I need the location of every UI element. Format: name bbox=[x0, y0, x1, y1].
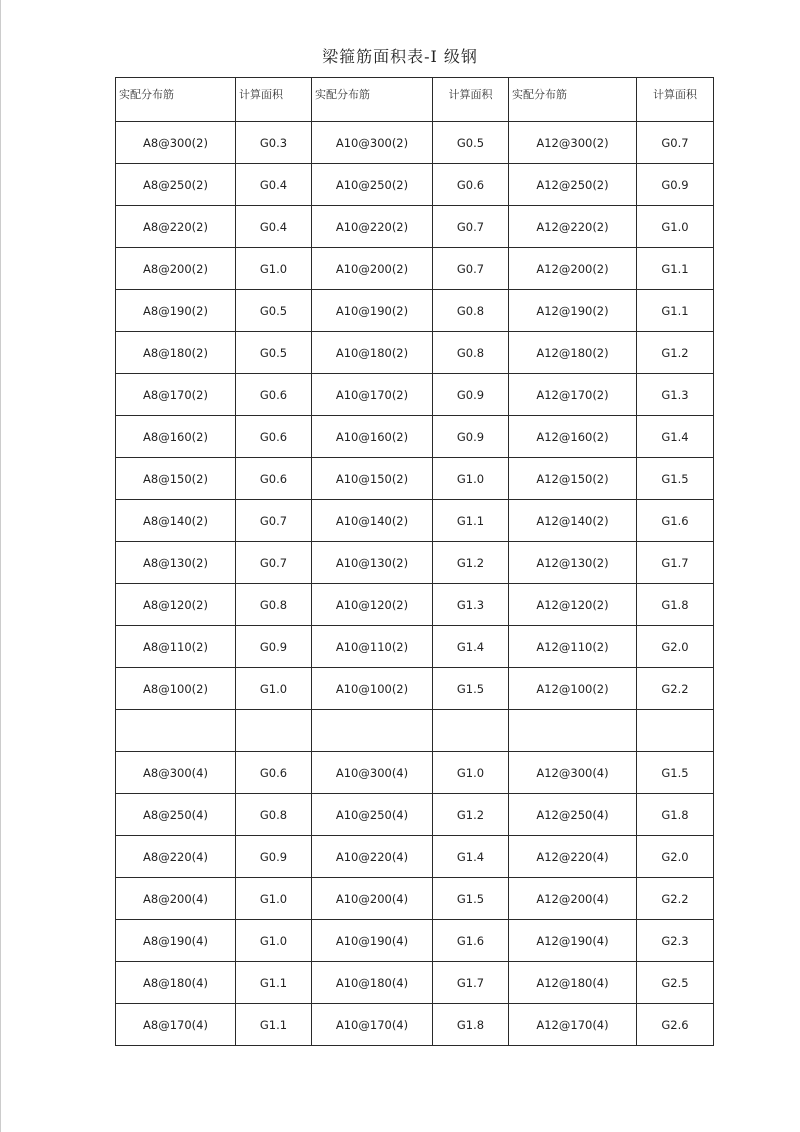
rebar-spec-cell: A10@190(2) bbox=[312, 290, 433, 332]
area-cell: G1.2 bbox=[433, 794, 509, 836]
rebar-spec-cell: A8@300(2) bbox=[116, 122, 236, 164]
table-row bbox=[116, 122, 714, 164]
area-cell: G1.7 bbox=[637, 542, 714, 584]
rebar-spec-cell: A10@180(4) bbox=[312, 962, 433, 1004]
rebar-spec-cell: A8@100(2) bbox=[116, 668, 236, 710]
rebar-spec-cell: A12@300(4) bbox=[509, 752, 637, 794]
rebar-spec-cell: A8@170(2) bbox=[116, 374, 236, 416]
table-row bbox=[116, 500, 714, 542]
rebar-spec-cell: A10@300(4) bbox=[312, 752, 433, 794]
rebar-spec-cell: A12@190(2) bbox=[509, 290, 637, 332]
table-row bbox=[116, 416, 714, 458]
rebar-spec-cell: A12@200(2) bbox=[509, 248, 637, 290]
area-cell: G2.0 bbox=[637, 626, 714, 668]
rebar-spec-cell: A10@180(2) bbox=[312, 332, 433, 374]
rebar-spec-cell: A12@140(2) bbox=[509, 500, 637, 542]
table-row bbox=[116, 248, 714, 290]
area-cell: G2.0 bbox=[637, 836, 714, 878]
empty-cell bbox=[312, 710, 433, 752]
rebar-spec-cell: A12@100(2) bbox=[509, 668, 637, 710]
area-cell: G1.3 bbox=[637, 374, 714, 416]
table-row bbox=[116, 374, 714, 416]
area-cell: G0.7 bbox=[236, 542, 312, 584]
rebar-spec-cell: A12@250(4) bbox=[509, 794, 637, 836]
rebar-spec-cell: A8@180(4) bbox=[116, 962, 236, 1004]
table-row bbox=[116, 836, 714, 878]
table-row bbox=[116, 668, 714, 710]
rebar-spec-cell: A12@120(2) bbox=[509, 584, 637, 626]
header-cell: 实配分布筋 bbox=[116, 78, 236, 122]
rebar-spec-cell: A10@220(2) bbox=[312, 206, 433, 248]
area-cell: G2.2 bbox=[637, 668, 714, 710]
rebar-spec-cell: A8@220(4) bbox=[116, 836, 236, 878]
rebar-spec-cell: A8@160(2) bbox=[116, 416, 236, 458]
area-cell: G1.5 bbox=[433, 878, 509, 920]
area-cell: G0.6 bbox=[433, 164, 509, 206]
area-cell: G1.5 bbox=[433, 668, 509, 710]
rebar-spec-cell: A12@250(2) bbox=[509, 164, 637, 206]
rebar-spec-cell: A12@220(4) bbox=[509, 836, 637, 878]
rebar-spec-cell: A12@200(4) bbox=[509, 878, 637, 920]
area-cell: G1.4 bbox=[637, 416, 714, 458]
rebar-spec-cell: A12@110(2) bbox=[509, 626, 637, 668]
header-row bbox=[116, 78, 714, 122]
area-cell: G0.6 bbox=[236, 752, 312, 794]
table-row bbox=[116, 1004, 714, 1046]
area-cell: G1.0 bbox=[433, 752, 509, 794]
area-cell: G0.8 bbox=[433, 332, 509, 374]
area-cell: G1.0 bbox=[637, 206, 714, 248]
area-cell: G0.4 bbox=[236, 206, 312, 248]
area-cell: G0.7 bbox=[637, 122, 714, 164]
area-cell: G1.0 bbox=[236, 878, 312, 920]
area-cell: G1.5 bbox=[637, 458, 714, 500]
rebar-spec-cell: A10@190(4) bbox=[312, 920, 433, 962]
rebar-spec-cell: A10@120(2) bbox=[312, 584, 433, 626]
table-row bbox=[116, 290, 714, 332]
rebar-spec-cell: A12@180(2) bbox=[509, 332, 637, 374]
table-row bbox=[116, 962, 714, 1004]
area-cell: G0.4 bbox=[236, 164, 312, 206]
area-cell: G0.7 bbox=[433, 248, 509, 290]
area-cell: G0.9 bbox=[236, 626, 312, 668]
header-cell: 实配分布筋 bbox=[312, 78, 433, 122]
area-cell: G2.2 bbox=[637, 878, 714, 920]
table-row bbox=[116, 332, 714, 374]
area-cell: G0.8 bbox=[433, 290, 509, 332]
rebar-spec-cell: A8@200(4) bbox=[116, 878, 236, 920]
rebar-spec-cell: A10@110(2) bbox=[312, 626, 433, 668]
separator-row bbox=[116, 710, 714, 752]
area-cell: G1.6 bbox=[637, 500, 714, 542]
empty-cell bbox=[236, 710, 312, 752]
empty-cell bbox=[116, 710, 236, 752]
area-cell: G2.6 bbox=[637, 1004, 714, 1046]
area-cell: G0.6 bbox=[236, 416, 312, 458]
table-body bbox=[116, 78, 714, 1046]
rebar-spec-cell: A10@160(2) bbox=[312, 416, 433, 458]
table-row bbox=[116, 206, 714, 248]
rebar-spec-cell: A10@200(4) bbox=[312, 878, 433, 920]
rebar-spec-cell: A12@190(4) bbox=[509, 920, 637, 962]
rebar-spec-cell: A8@220(2) bbox=[116, 206, 236, 248]
table-row bbox=[116, 542, 714, 584]
rebar-spec-cell: A10@100(2) bbox=[312, 668, 433, 710]
rebar-spec-cell: A8@170(4) bbox=[116, 1004, 236, 1046]
area-cell: G1.2 bbox=[433, 542, 509, 584]
area-cell: G1.8 bbox=[637, 794, 714, 836]
table-row bbox=[116, 878, 714, 920]
header-cell: 计算面积 bbox=[236, 78, 312, 122]
area-cell: G1.1 bbox=[236, 962, 312, 1004]
area-cell: G0.7 bbox=[236, 500, 312, 542]
area-cell: G0.7 bbox=[433, 206, 509, 248]
page-edge bbox=[0, 0, 1, 1132]
rebar-spec-cell: A8@250(4) bbox=[116, 794, 236, 836]
rebar-spec-cell: A8@140(2) bbox=[116, 500, 236, 542]
table-row bbox=[116, 584, 714, 626]
table-row bbox=[116, 164, 714, 206]
rebar-spec-cell: A12@160(2) bbox=[509, 416, 637, 458]
rebar-spec-cell: A12@150(2) bbox=[509, 458, 637, 500]
area-cell: G1.7 bbox=[433, 962, 509, 1004]
rebar-spec-cell: A8@250(2) bbox=[116, 164, 236, 206]
table-row bbox=[116, 626, 714, 668]
table-row bbox=[116, 920, 714, 962]
rebar-spec-cell: A10@300(2) bbox=[312, 122, 433, 164]
area-cell: G0.8 bbox=[236, 584, 312, 626]
rebar-spec-cell: A10@200(2) bbox=[312, 248, 433, 290]
rebar-spec-cell: A10@170(2) bbox=[312, 374, 433, 416]
area-cell: G1.0 bbox=[236, 248, 312, 290]
header-cell: 计算面积 bbox=[433, 78, 509, 122]
area-cell: G1.1 bbox=[637, 290, 714, 332]
rebar-spec-cell: A12@220(2) bbox=[509, 206, 637, 248]
area-cell: G0.9 bbox=[433, 416, 509, 458]
area-cell: G1.0 bbox=[236, 920, 312, 962]
area-cell: G0.9 bbox=[433, 374, 509, 416]
area-cell: G2.3 bbox=[637, 920, 714, 962]
rebar-spec-cell: A8@200(2) bbox=[116, 248, 236, 290]
rebar-spec-cell: A10@150(2) bbox=[312, 458, 433, 500]
rebar-spec-cell: A10@140(2) bbox=[312, 500, 433, 542]
rebar-spec-cell: A8@150(2) bbox=[116, 458, 236, 500]
header-cell: 计算面积 bbox=[637, 78, 714, 122]
rebar-spec-cell: A12@170(2) bbox=[509, 374, 637, 416]
rebar-spec-cell: A8@190(2) bbox=[116, 290, 236, 332]
area-cell: G0.9 bbox=[236, 836, 312, 878]
area-cell: G1.0 bbox=[236, 668, 312, 710]
rebar-spec-cell: A10@220(4) bbox=[312, 836, 433, 878]
area-cell: G1.4 bbox=[433, 836, 509, 878]
rebar-spec-cell: A10@250(4) bbox=[312, 794, 433, 836]
rebar-spec-cell: A10@130(2) bbox=[312, 542, 433, 584]
rebar-spec-cell: A12@130(2) bbox=[509, 542, 637, 584]
rebar-spec-cell: A8@130(2) bbox=[116, 542, 236, 584]
area-cell: G1.8 bbox=[637, 584, 714, 626]
area-cell: G2.5 bbox=[637, 962, 714, 1004]
area-cell: G1.2 bbox=[637, 332, 714, 374]
rebar-spec-cell: A8@180(2) bbox=[116, 332, 236, 374]
area-cell: G1.1 bbox=[637, 248, 714, 290]
rebar-spec-cell: A12@300(2) bbox=[509, 122, 637, 164]
table-row bbox=[116, 794, 714, 836]
rebar-spec-cell: A8@120(2) bbox=[116, 584, 236, 626]
area-cell: G0.3 bbox=[236, 122, 312, 164]
area-cell: G0.6 bbox=[236, 458, 312, 500]
area-cell: G1.1 bbox=[236, 1004, 312, 1046]
empty-cell bbox=[637, 710, 714, 752]
rebar-spec-cell: A10@250(2) bbox=[312, 164, 433, 206]
empty-cell bbox=[509, 710, 637, 752]
area-cell: G0.8 bbox=[236, 794, 312, 836]
rebar-spec-cell: A8@300(4) bbox=[116, 752, 236, 794]
area-cell: G0.5 bbox=[236, 332, 312, 374]
area-cell: G0.5 bbox=[433, 122, 509, 164]
table-row bbox=[116, 458, 714, 500]
table-row bbox=[116, 752, 714, 794]
area-cell: G1.5 bbox=[637, 752, 714, 794]
area-cell: G1.6 bbox=[433, 920, 509, 962]
area-cell: G1.0 bbox=[433, 458, 509, 500]
area-cell: G0.6 bbox=[236, 374, 312, 416]
area-cell: G1.3 bbox=[433, 584, 509, 626]
area-cell: G0.9 bbox=[637, 164, 714, 206]
rebar-spec-cell: A8@190(4) bbox=[116, 920, 236, 962]
rebar-spec-cell: A10@170(4) bbox=[312, 1004, 433, 1046]
header-cell: 实配分布筋 bbox=[509, 78, 637, 122]
stirrup-area-table bbox=[115, 77, 714, 1046]
rebar-spec-cell: A12@180(4) bbox=[509, 962, 637, 1004]
page-title: 梁箍筋面积表-I 级钢 bbox=[322, 47, 478, 66]
area-cell: G0.5 bbox=[236, 290, 312, 332]
rebar-spec-cell: A8@110(2) bbox=[116, 626, 236, 668]
area-cell: G1.8 bbox=[433, 1004, 509, 1046]
empty-cell bbox=[433, 710, 509, 752]
area-cell: G1.1 bbox=[433, 500, 509, 542]
area-cell: G1.4 bbox=[433, 626, 509, 668]
rebar-spec-cell: A12@170(4) bbox=[509, 1004, 637, 1046]
